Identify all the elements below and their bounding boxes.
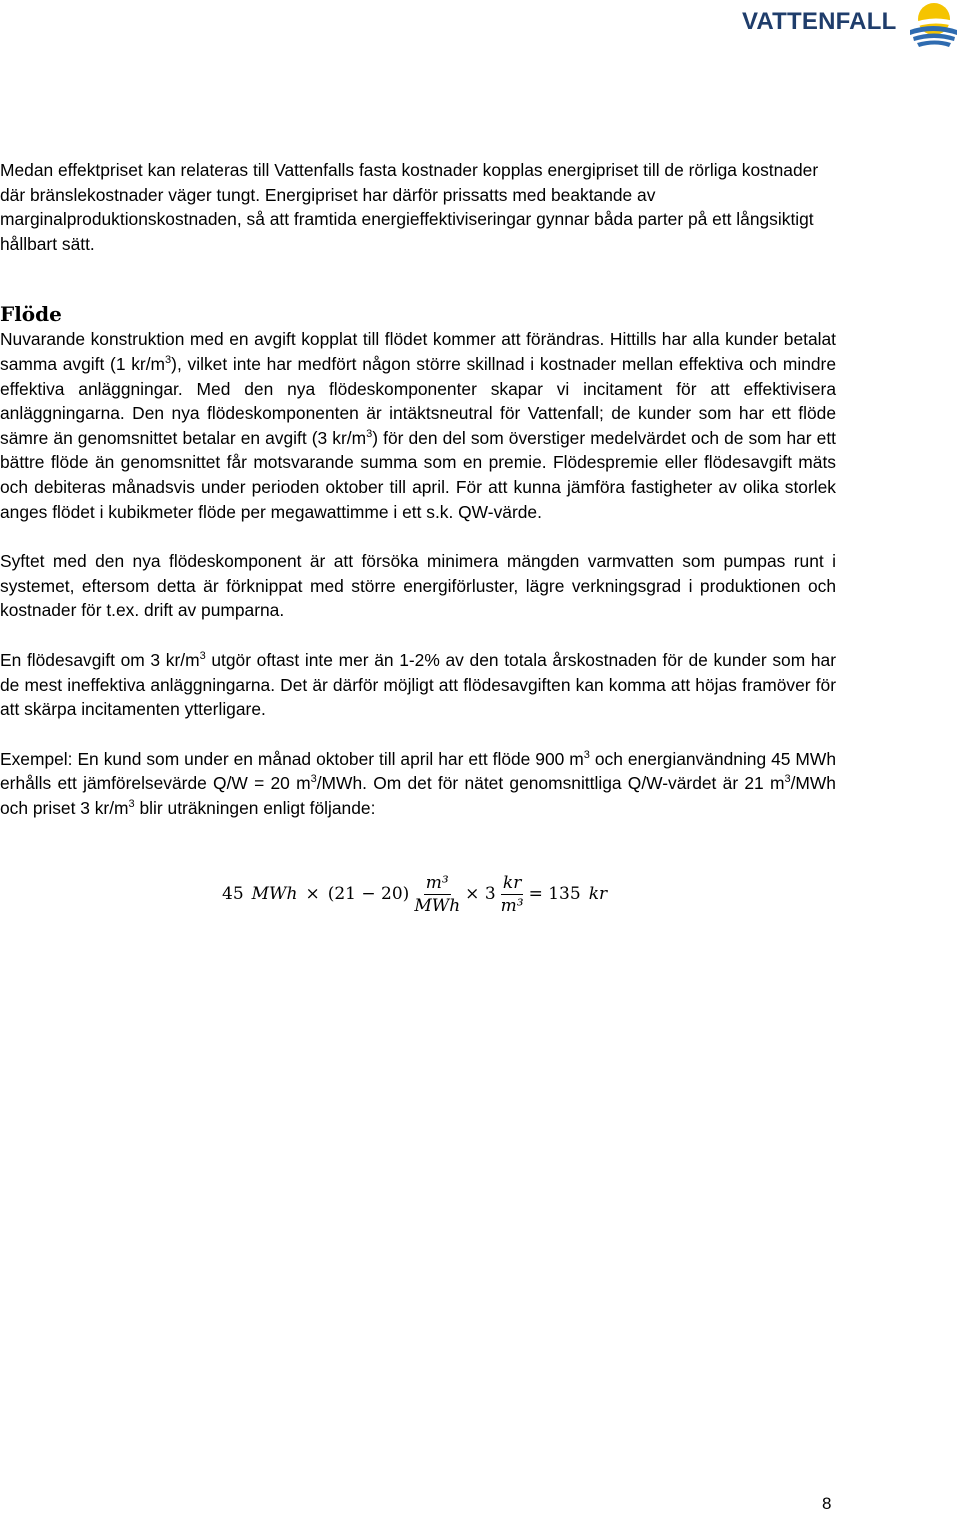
flow-paragraph: Nuvarande konstruktion med en avgift kopplat till flödet kommer att förändras. Hittills har alla kunder betalat samma avgift (1 $kr/m^3$), vilket inte har medfört någon större skillnad i kostnader mellan effektiva och mindre effektiva anläggningar. Med den nya flödeskomponenter skapar vi incitament för att effektivisera anläggningarna. Den nya flödeskomponenten är intäktsneutral för Vattenfall; de kunder som har ett flöde sämre än genomsnittet betalar en avgift (3 $kr/m^3$) för den del som överstiger medelvärdet och de som har ett bättre flöde än genomsnittet får motsvarande summa som en premie. Flödespremie eller flödesavgift mäts och debiteras månadsvis under perioden oktober till april. För att kunna jämföra fastigheter av olika storlek anges flödet i kubikmeter flöde per megawattimme i ett s.k. QW-värde. [0, 329, 837, 522]
fraction-m3-per-mwh: $\frac{\text{m³}}{\text{MWh}}$ [414, 872, 461, 916]
document-body [0, 158, 836, 820]
logo-wordmark: VATTENFALL [742, 8, 897, 35]
section-heading: Flöde [0, 302, 62, 327]
calculation-formula: 45 MWh × (21 − 20) $\frac{\text{m³}}{\text{MWh}}$ × 3 $\frac{kr}{\text{m³}}$ = 135 kr [222, 872, 608, 916]
fraction-kr-per-m3: $\frac{kr}{\text{m³}}$ [500, 872, 524, 916]
page-number: 8 [822, 1494, 832, 1513]
fee-paragraph: En flödesavgift om 3 $kr/m^3$ utgör oftast inte mer än 1-2% av den totala årskostnaden för de kunder som har de mest ineffektiva anläggningarna. Det är därför möjligt att flödesavgiften kan komma att höjas framöver för att skärpa incitamenten ytterligare. [0, 649, 836, 720]
example-paragraph: Exempel: En kund som under en månad oktober till april har ett flöde 900 $m^3$ och energianvändning 45 MWh erhålls ett jämförelsevärde Q/W = 20 $m^3$/MWh. Om det för nätet genomsnittliga Q/W-värdet är 21 $m^3$/MWh och priset 3 $kr/m^3$ blir uträkningen enligt följande: [0, 748, 836, 818]
vattenfall-logo [740, 0, 960, 52]
intro-paragraph: Medan effektpriset kan relateras till Vattenfalls fasta kostnader kopplas energipriset till de rörliga kostnader där bränslekostnader väger tungt. Energipriset har därför prissatts med beaktande av marginalproduktionskostnaden, så att framtida energieffektiviseringar gynnar båda parter på ett långsiktigt hållbart sätt. [0, 160, 819, 254]
sun-wave-icon [905, 0, 960, 52]
purpose-paragraph: Syftet med den nya flödeskomponent är att försöka minimera mängden varmvatten som pumpas runt i systemet, eftersom detta är förknippat med större energiförluster, lägre verkningsgrad i produktionen och kostnader för t.ex. drift av pumparna. [0, 551, 836, 621]
